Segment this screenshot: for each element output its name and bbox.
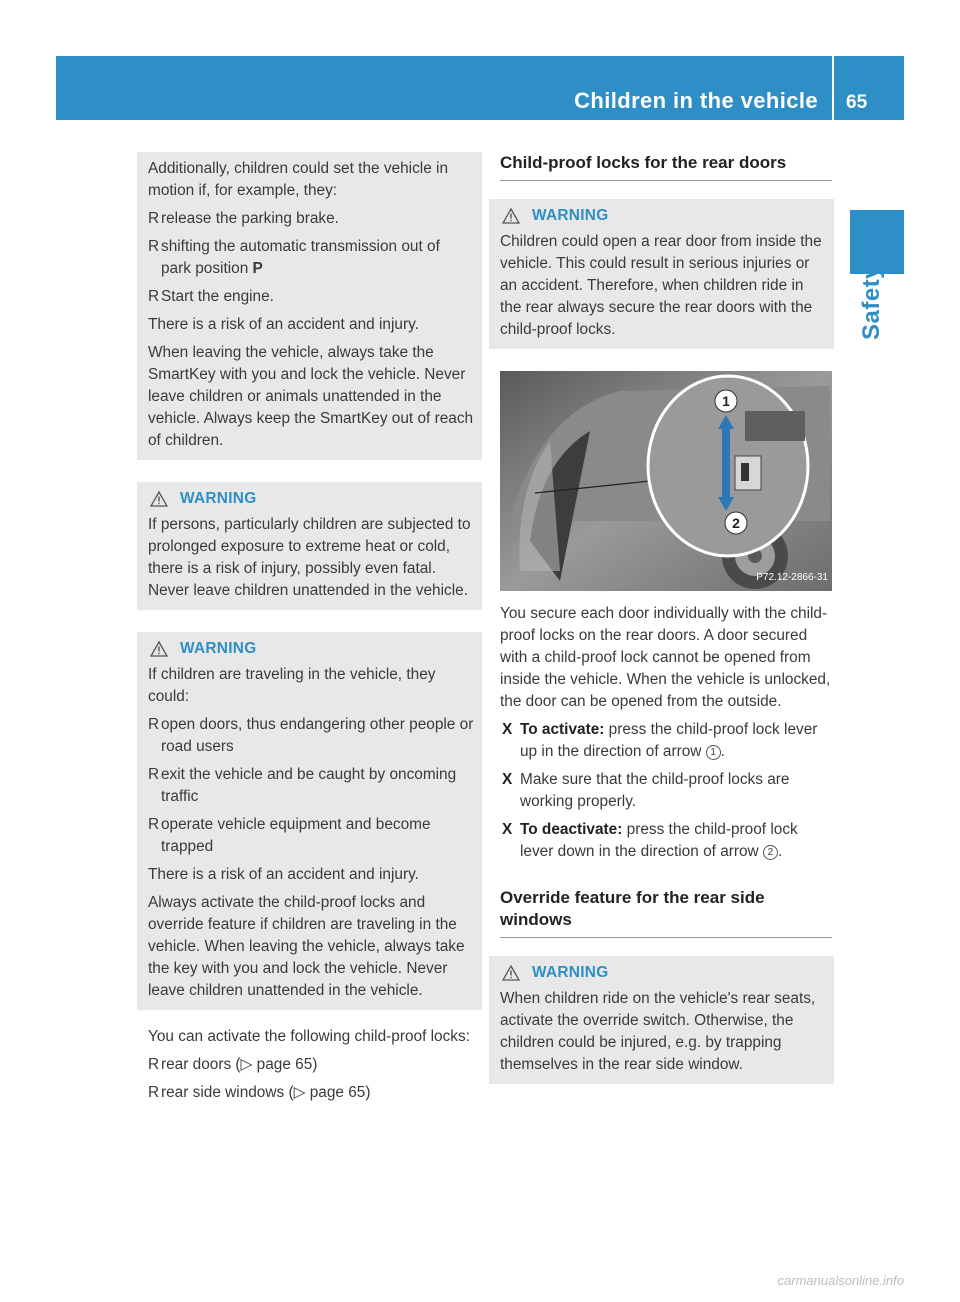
gear-letter: P xyxy=(252,260,263,277)
warning-text: Children could open a rear door from inside the vehicle. This could result in serious injuries or an accident. Therefore, when children ride in the rear always secure the rear doors with the child-proof locks. xyxy=(500,233,822,338)
section-heading: Child-proof locks for the rear doors xyxy=(500,152,832,181)
section-heading: Override feature for the rear side windows xyxy=(500,887,832,938)
door-lock-illustration xyxy=(500,371,832,591)
warning-triangle-icon xyxy=(502,965,520,981)
warning-triangle-icon xyxy=(150,641,168,657)
warning-heading: WARNING xyxy=(500,962,826,984)
figure-code: P72.12-2866-31 xyxy=(756,572,828,583)
warning-box xyxy=(489,956,834,1084)
warning-triangle-icon xyxy=(502,208,520,224)
cross-reference-link[interactable]: R rear side windows (▷ page 65) xyxy=(148,1084,371,1101)
page-ref-icon: ▷ xyxy=(240,1056,253,1073)
info-text: There is a risk of an accident and injury. xyxy=(148,316,419,333)
warning-text: If children are traveling in the vehicle, they could: xyxy=(148,666,436,705)
warning-text: When children ride on the vehicle's rear seats, activate the override switch. Otherwise, the children could be injured, e.g. by trapping themselves in the rear side window. xyxy=(500,990,816,1073)
warning-triangle-icon xyxy=(150,491,168,507)
callout-ref: 2 xyxy=(763,845,778,860)
header-separator xyxy=(832,56,834,120)
body-text: You secure each door individually with the child-proof locks on the rear doors. A door secured with a child-proof lock cannot be opened from inside the vehicle. When the vehicle is unlocked, the door can be opened from the outside. xyxy=(500,605,831,710)
right-column xyxy=(500,152,832,1084)
warning-box xyxy=(489,199,834,349)
callout-2: 2 xyxy=(732,515,740,531)
warning-text: If persons, particularly children are subjected to prolonged exposure to extreme heat or cold, there is a risk of injury, possibly even fatal. Never leave children unattended in the vehicle. xyxy=(148,516,471,599)
body-text: You can activate the following child-proof locks: xyxy=(148,1028,470,1045)
warning-box xyxy=(137,632,482,1010)
warning-heading: WARNING xyxy=(148,638,474,660)
list-item: R exit the vehicle and be caught by oncoming traffic xyxy=(148,766,457,805)
instruction-step: X To activate: press the child-proof lock lever up in the direction of arrow 1 . xyxy=(502,721,818,760)
warning-text: Always activate the child-proof locks and override feature if children are traveling in the vehicle. When leaving the vehicle, always take the key with you and lock the vehicle. Never leave children unattended in the vehicle. xyxy=(148,894,465,999)
list-item: R release the parking brake. xyxy=(148,210,339,227)
warning-text: There is a risk of an accident and injury. xyxy=(148,866,419,883)
instruction-step: X To deactivate: press the child-proof lock lever down in the direction of arrow 2 . xyxy=(502,821,798,860)
list-item: R open doors, thus endangering other people or road users xyxy=(148,716,474,755)
list-item: R operate vehicle equipment and become trapped xyxy=(148,816,431,855)
instruction-step: X Make sure that the child-proof locks are working properly. xyxy=(502,771,790,810)
warning-box xyxy=(137,482,482,610)
list-item: R Start the engine. xyxy=(148,288,274,305)
info-box xyxy=(137,152,482,460)
info-text: When leaving the vehicle, always take the SmartKey with you and lock the vehicle. Never leave children or animals unattended in the vehicle. Always keep the SmartKey out of reach of children. xyxy=(148,344,474,449)
car-door-image xyxy=(500,371,832,591)
page-number: 65 xyxy=(846,92,868,113)
callout-1: 1 xyxy=(722,393,730,409)
warning-heading: WARNING xyxy=(500,205,826,227)
page-ref-icon: ▷ xyxy=(293,1084,306,1101)
callout-ref: 1 xyxy=(706,745,721,760)
warning-heading: WARNING xyxy=(148,488,474,510)
cross-reference-link[interactable]: R rear doors (▷ page 65) xyxy=(148,1056,318,1073)
info-intro: Additionally, children could set the vehicle in motion if, for example, they: xyxy=(148,160,449,199)
list-item: R shifting the automatic transmission out of park position P xyxy=(148,238,440,277)
left-column xyxy=(148,152,480,1110)
watermark: carmanualsonline.info xyxy=(777,1273,904,1288)
chapter-title: Children in the vehicle xyxy=(574,88,818,113)
